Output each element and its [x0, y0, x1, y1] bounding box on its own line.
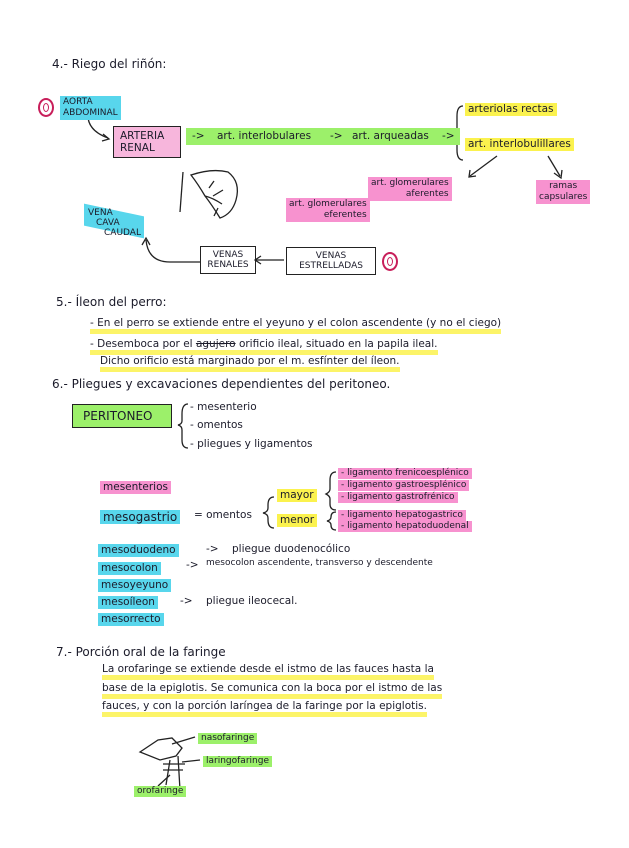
- omentos-brace: [263, 497, 274, 528]
- menor-label: menor: [277, 514, 317, 527]
- meso-row-3-name: mesoyeyuno: [98, 579, 171, 592]
- peritoneo-item-3: - pliegues y ligamentos: [190, 438, 313, 450]
- laringofaringe-label: laringofaringe: [203, 756, 272, 767]
- meso-row-4-arrow: ->: [180, 595, 193, 607]
- meso-row-2-desc: mesocolon ascendente, transverso y descendente: [206, 558, 433, 568]
- aorta-line-2: ABDOMINAL: [63, 108, 118, 118]
- eferentes-line-2: eferentes: [323, 210, 367, 220]
- paragraph-line-1: La orofaringe se extiende desde el istmo de las fauces hasta la: [102, 664, 434, 680]
- ileon-line-2-start: - Desemboca por el: [90, 338, 193, 350]
- aferentes-line-2: aferentes: [405, 189, 449, 199]
- arrow-2: ->: [330, 130, 343, 142]
- aorta-line-1: AORTA: [63, 97, 93, 107]
- mayor-item-3: - ligamento gastrofrénico: [338, 492, 458, 503]
- arrow-1: ->: [192, 130, 205, 142]
- mesenterios-heading: mesenterios: [100, 481, 171, 494]
- ileon-line-2-end: orificio ileal, situado en la papila ileal.: [238, 338, 438, 350]
- meso-row-2-name: mesocolon: [98, 562, 161, 575]
- mayor-item-2: - ligamento gastroesplénico: [338, 480, 469, 491]
- menor-brace: [327, 512, 336, 530]
- venas-estrelladas-box: [286, 247, 376, 275]
- ramas-line-2: capsulares: [539, 192, 588, 202]
- meso-row-1-name: mesoduodeno: [98, 544, 179, 557]
- section-4-title: 4.- Riego del riñón:: [52, 57, 167, 71]
- bullseye-marker-icon-2: [382, 252, 398, 271]
- peritoneo-box: [72, 404, 172, 428]
- vena-cava-line-3: CAUDAL: [104, 228, 141, 238]
- interlobulillares-label: art. interlobulillares: [465, 138, 574, 151]
- ramas-line-1: ramas: [549, 181, 578, 191]
- equals-omentos: = omentos: [194, 509, 252, 521]
- orofaringe-label: orofaringe: [134, 786, 186, 797]
- ileon-line-2: [90, 339, 438, 355]
- ileon-line-1: - En el perro se extiende entre el yeyuno y el colon ascendente (y no el ciego): [90, 318, 501, 334]
- eferentes-line-1: art. glomerulares: [289, 199, 367, 209]
- meso-row-1-desc: pliegue duodenocólico: [232, 543, 351, 555]
- arteria-renal-line-1: ARTERIA: [120, 130, 165, 142]
- venas-renales-line-2: RENALES: [207, 260, 249, 270]
- mayor-item-1: - ligamento frenicoesplénico: [338, 468, 472, 479]
- meso-row-2-arrow: ->: [186, 559, 199, 571]
- kidney-sketch: [191, 171, 237, 218]
- arrow-3: ->: [442, 130, 455, 142]
- peritoneo-item-1: - mesenterio: [190, 401, 257, 413]
- ileon-line-3: Dicho orificio está marginado por el m. esfínter del íleon.: [100, 356, 400, 372]
- arteria-renal-line-2: RENAL: [120, 142, 155, 154]
- glomerulares-aferentes-label: [368, 177, 452, 201]
- venas-renales-line-1: VENAS: [212, 250, 244, 260]
- meso-row-1-arrow: ->: [206, 543, 219, 555]
- menor-item-2: - ligamento hepatoduodenal: [338, 521, 472, 532]
- interlobulares-label: art. interlobulares: [217, 130, 312, 142]
- section-5-title: 5.- Íleon del perro:: [56, 295, 167, 309]
- aferentes-line-1: art. glomerulares: [371, 178, 449, 188]
- menor-item-1: - ligamento hepatogastrico: [338, 510, 466, 521]
- arqueadas-label: art. arqueadas: [352, 130, 429, 142]
- nasofaringe-label: nasofaringe: [198, 733, 257, 744]
- mayor-label: mayor: [277, 489, 317, 502]
- peritoneo-label: PERITONEO: [83, 409, 153, 423]
- bullseye-marker-icon: [38, 98, 54, 117]
- peritoneo-brace: [178, 404, 188, 448]
- venas-estrelladas-line-2: ESTRELLADAS: [299, 261, 363, 271]
- vena-cava-line-2: CAVA: [96, 218, 120, 228]
- venas-estrelladas-line-1: VENAS: [315, 251, 347, 261]
- meso-row-4-name: mesoíleon: [98, 596, 158, 609]
- ureter-line: [180, 172, 183, 212]
- section-7-title: 7.- Porción oral de la faringe: [56, 645, 226, 659]
- venas-renales-box: [200, 246, 256, 274]
- meso-row-4-desc: pliegue ileocecal.: [206, 595, 298, 607]
- paragraph-line-3: fauces, y con la porción laríngea de la faringe por la epiglotis.: [102, 701, 427, 717]
- paragraph-line-2: base de la epiglotis. Se comunica con la boca por el istmo de las: [102, 683, 442, 699]
- section-6-title: 6.- Pliegues y excavaciones dependientes del peritoneo.: [52, 377, 391, 391]
- glomerulares-eferentes-label: [286, 198, 370, 222]
- arteriolas-rectas-label: arteriolas rectas: [465, 103, 557, 116]
- ileon-struck-word: agujero: [195, 338, 236, 350]
- meso-row-5-name: mesorrecto: [98, 613, 164, 626]
- pharynx-sketch: [140, 738, 182, 760]
- peritoneo-item-2: - omentos: [190, 419, 243, 431]
- mayor-brace: [326, 472, 336, 510]
- arteria-renal-box: [113, 126, 181, 158]
- aorta-abdominal-label: [60, 96, 121, 120]
- vena-cava-caudal-label: [88, 208, 141, 238]
- vena-cava-line-1: VENA: [88, 208, 113, 218]
- ramas-capsulares-label: [536, 180, 590, 204]
- mesogastrio-label: mesogastrio: [100, 510, 180, 524]
